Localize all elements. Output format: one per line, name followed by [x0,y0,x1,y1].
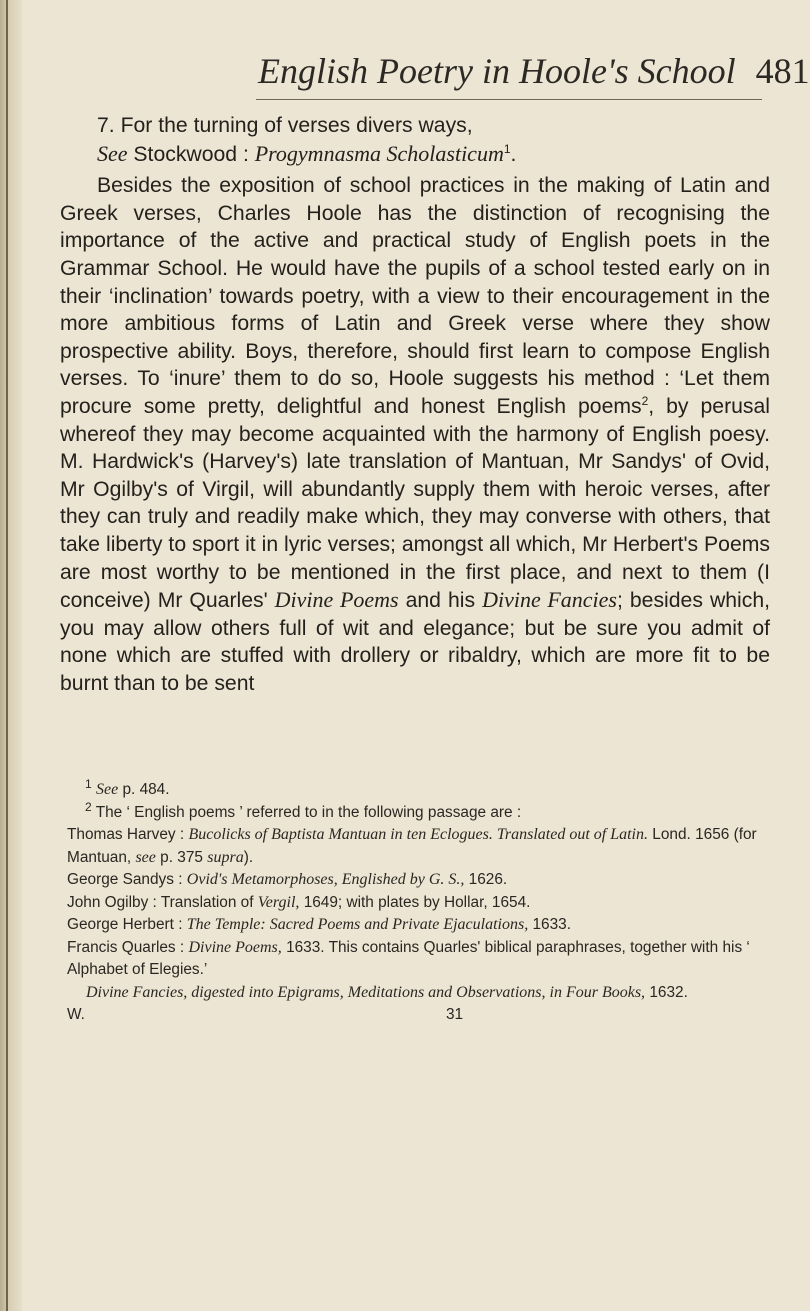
list-item-7 [60,112,770,168]
sandys-author: George Sandys : [67,871,183,888]
paragraph-text-2: , by perusal whereof they may become acquainted with the harmony of English poesy. M. Hardwick's (Harvey's) late translation of Mantuan, Mr Sandys' of Ovid, Mr Ogilby's of Virgil, will abundantly supply them with heroic verses, after they can truly and readily make which, they may converse with others, that take liberty to sport it in lyric verses; amongst all which, Mr Herbert's Poems are most worthy to be mentioned in the first place, and next to them (I conceive) Mr Quarles' [60,394,770,613]
harvey-end: ). [243,848,254,866]
footnotes [67,776,757,1026]
page-number: 481 [755,51,810,91]
see-label: See [97,140,128,166]
harvey-page: p. 375 [160,848,203,866]
footnote-ref-2: 2 [641,393,649,408]
footnote-1-text: p. 484. [122,781,170,798]
quarles-details: 1633. This contains Quarles' biblical paraphrases, together with his ‘ Alphabet of Elegies.’ [67,938,750,978]
header-rule [256,99,762,100]
sandys-title: Ovid's Metamorphoses, Englished by G. S., [186,871,465,888]
harvey-supra: supra [207,848,244,866]
footnote-entry-herbert [67,914,757,937]
main-text [60,112,770,697]
printer-signature: W. [67,1006,85,1023]
work-title-divine-fancies: Divine Fancies [482,587,617,613]
harvey-imprint: Lond. 1656 (for Mantuan, [67,826,757,866]
binding-line [6,0,8,1311]
harvey-title: Bucolicks of Baptista Mantuan in ten Eclogues. Translated out of Latin. [188,826,648,843]
footnote-2 [67,799,757,825]
item-number: 7. [97,114,115,137]
herbert-title: The Temple: Sacred Poems and Private Ejaculations, [186,916,529,933]
reference-author: Stockwood : [133,142,249,166]
herbert-author: George Herbert : [67,916,183,933]
body-paragraph [60,172,770,697]
ogilby-title: Vergil, [257,893,300,911]
paragraph-text-3: ; besides which, you may allow others full of wit and elegance; but be sure you admit of none which are stuffed with drollery or ribaldry, which are more fit to be burnt than to be sent [60,589,770,695]
footnote-mark-1: 1 [85,776,92,791]
footnote-entry-sandys [67,869,757,892]
footnote-mark-2: 2 [85,799,92,814]
footnote-ref-1: 1 [503,141,511,156]
reference-period: . [510,142,517,166]
signature-line [67,1004,757,1026]
work-title-divine-poems: Divine Poems [274,587,399,613]
ogilby-details: 1649; with plates by Hollar, 1654. [303,893,531,911]
quarles-author: Francis Quarles : [67,938,185,956]
footnote-entry-harvey [67,824,757,869]
ogilby-author: John Ogilby : Translation of [67,893,254,911]
reference-work: Progymnasma Scholasticum [254,140,504,166]
book-spine-edge [0,0,22,1311]
running-head-title: English Poetry in Hoole's School [258,51,736,91]
fancies-title: Divine Fancies, digested into Epigrams, Meditations and Observations, in Four Books, [86,983,646,1001]
harvey-author: Thomas Harvey : [67,826,185,843]
footnote-1 [67,776,757,802]
footnote-2-intro: The ‘ English poems ’ referred to in the following passage are : [95,803,522,821]
footnote-entry-quarles [67,937,757,982]
gathering-number: 31 [446,1006,464,1023]
item-reference [97,140,770,169]
paragraph-text-mid: and his [405,589,476,613]
fancies-year: 1632. [649,983,688,1001]
herbert-year: 1633. [532,916,571,933]
footnote-entry-ogilby [67,892,757,915]
paragraph-text-1: Besides the exposition of school practices in the making of Latin and Greek verses, Charles Hoole has the distinction of recognising the importance of the active and practical study of English poets in the Grammar School. He would have the pupils of a school tested early on in their ‘inclination’ towards poetry, with a view to their encouragement in the more ambitious forms of Latin and Greek verse where they show prospective ability. Boys, therefore, should first learn to compose English verses. To ‘inure’ them to do so, Hoole suggests his method : ‘Let them procure some pretty, delightful and honest English poems [60,174,770,418]
running-head [258,50,810,92]
quarles-title: Divine Poems, [188,938,282,956]
footnote-entry-fancies [67,982,757,1005]
footnote-see: See [95,781,119,798]
item-text: For the turning of verses divers ways, [120,114,473,137]
harvey-see: see [135,848,156,866]
sandys-year: 1626. [468,871,508,888]
